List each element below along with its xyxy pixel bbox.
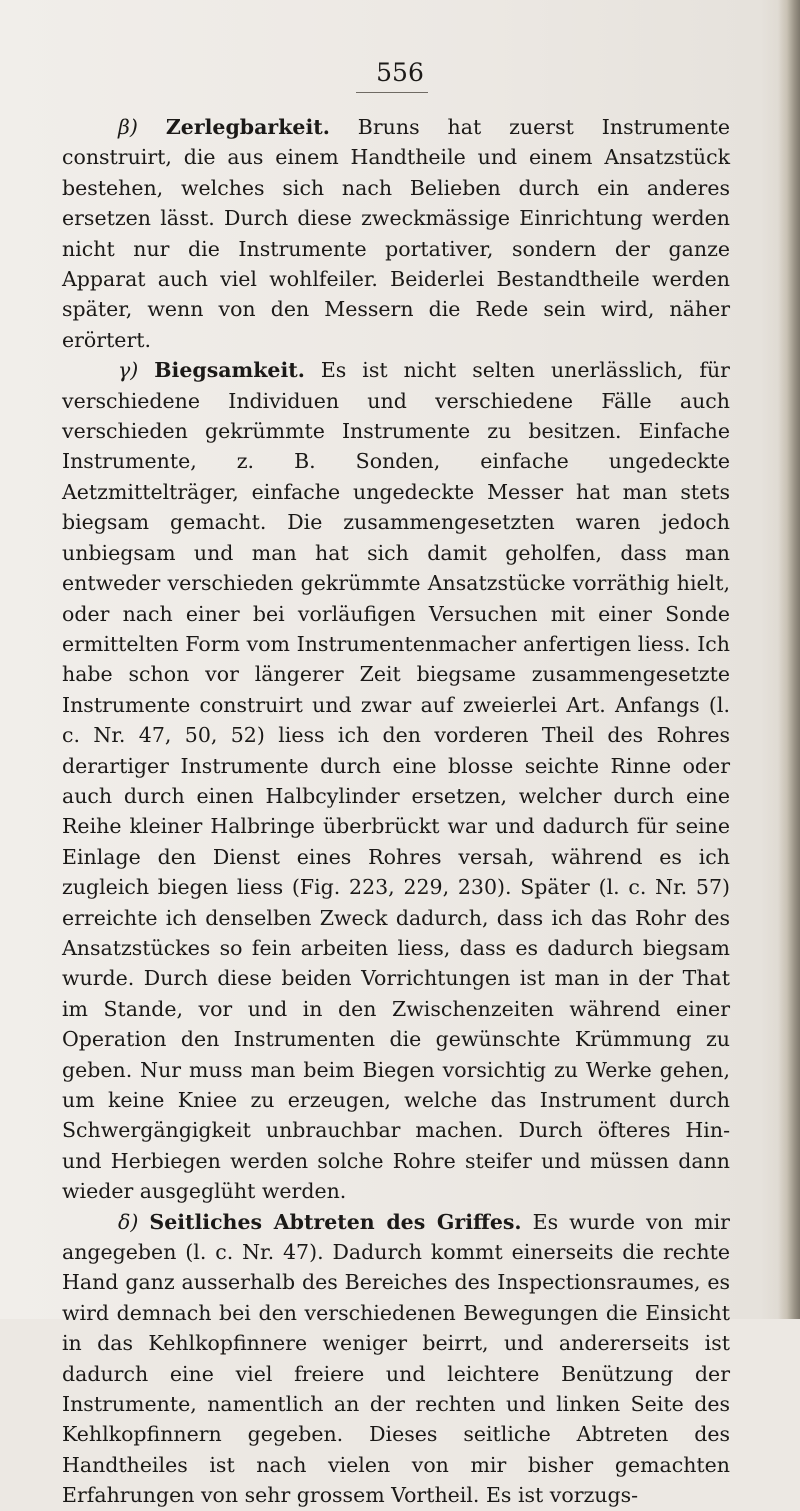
paragraph-text: Es ist nicht selten unerlässlich, für verschiedene Individuen und verschiedene Fälle auch verschieden gekrümmte Instrumente zu besitzen. Einfache Instrumente, z. B. Sonden, einfache ungedeckte Aetzmittelträger, einfache ungedeckte Messer hat man stets biegsam gemacht. Die zusammengesetzten waren jedoch unbiegsam und man hat sich damit geholfen, dass man entweder verschieden gekrümmte Ansatzstücke vorräthig hielt, oder nach einer bei vorläufigen Versuchen mit einer Sonde ermittelten Form vom Instrumentenmacher anfertigen liess. Ich habe schon vor längerer Zeit biegsame zusammengesetzte Instrumente construirt und zwar auf zweierlei Art. Anfangs (l. c. Nr. 47, 50, 52) liess ich den vorderen Theil des Rohres derartiger Instrumente durch eine blosse seichte Rinne oder auch durch einen Halbcylinder ersetzen, welcher durch eine Reihe kleiner Halbringe überbrückt war und dadurch für seine Einlage den Dienst eines Rohres versah, während es ich zugleich biegen liess (Fig. 223, 229, 230). Später (l. c. Nr. 57) erreichte ich denselben Zweck dadurch, dass ich das Rohr des Ansatzstückes so fein arbeiten liess, dass es dadurch biegsam wurde. Durch diese beiden Vorrichtungen ist man in der That im Stande, vor und in den Zwischenzeiten während einer Operation den Instrumenten die gewünschte Krümmung zu geben. Nur muss man beim Biegen vorsichtig zu Werke gehen, um keine Kniee zu erzeugen, welche das Instrument durch Schwergängigkeit unbrauchbar machen. Durch öfteres Hin- und Herbiegen werden solche Rohre steifer und müssen dann wieder ausgeglüht werden. xyxy=(62,358,730,1204)
page-number: 556 xyxy=(376,58,424,87)
paragraph-delta xyxy=(62,1207,730,1511)
page-edge-shadow xyxy=(778,0,800,1319)
page-number-underline xyxy=(356,92,428,93)
paragraph-marker: β) xyxy=(118,115,138,139)
paragraph-text: Es wurde von mir angegeben (l. c. Nr. 47). Dadurch kommt einerseits die rechte Hand ganz ausserhalb des Bereiches des Inspectionsraumes, es wird demnach bei den verschiedenen Bewegungen die Einsicht in das Kehlkopfinnere weniger beirrt, und andererseits ist dadurch eine viel freiere und leichtere Benützung der Instrumente, namentlich an der rechten und linken Seite des Kehlkopfinnern gegeben. Dieses seitliche Abtreten des Handtheiles ist nach vielen von mir bisher gemachten Erfahrungen von sehr grossem Vortheil. Es ist vorzugs- xyxy=(62,1209,730,1508)
paragraph-marker: γ) xyxy=(118,358,139,383)
paragraph-lead: Zerlegbarkeit. xyxy=(165,115,330,139)
paragraph-beta xyxy=(62,112,730,355)
paragraph-marker: δ) xyxy=(118,1209,139,1234)
paragraph-gamma xyxy=(62,355,730,1206)
paragraph-lead: Seitliches Abtreten des Griffes. xyxy=(149,1209,522,1234)
paragraph-lead: Biegsamkeit. xyxy=(154,358,305,383)
body-text xyxy=(62,112,730,1511)
paragraph-text: Bruns hat zuerst Instrumente construirt, die aus einem Handtheile und einem Ansatzstück bestehen, welches sich nach Belieben durch ein anderes ersetzen lässt. Durch diese zweckmässige Einrichtung werden nicht nur die Instrumente portativer, sondern der ganze Apparat auch viel wohlfeiler. Beiderlei Bestandtheile werden später, wenn von den Messern die Rede sein wird, näher erörtert. xyxy=(62,115,730,352)
